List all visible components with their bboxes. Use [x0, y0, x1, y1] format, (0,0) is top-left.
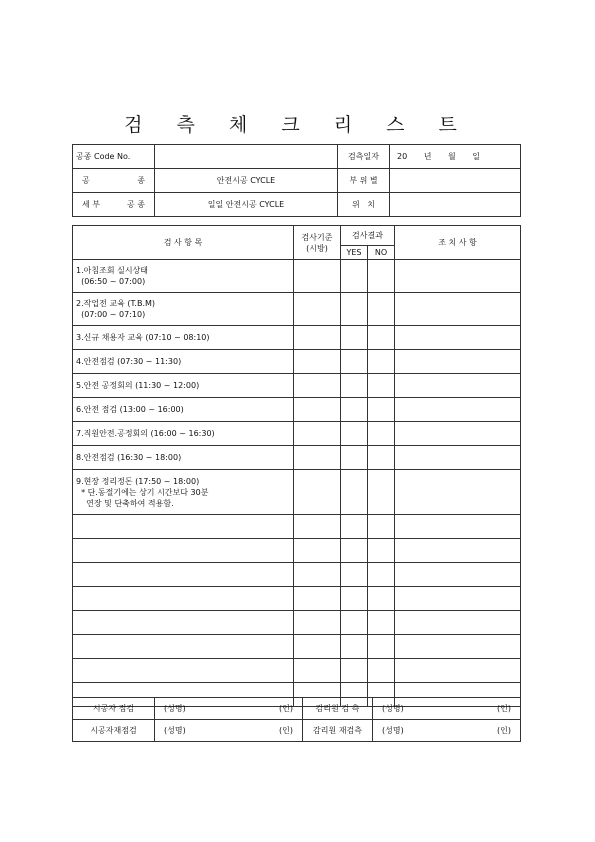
no-cell[interactable]	[368, 446, 395, 470]
header-table	[72, 144, 521, 217]
standard-cell[interactable]	[294, 611, 341, 635]
process-code-field[interactable]	[155, 145, 338, 169]
table-row	[73, 326, 521, 350]
detail-process-field[interactable]: 일일 안전시공 CYCLE	[155, 193, 338, 217]
standard-cell[interactable]	[294, 350, 341, 374]
supervisor-check-label: 감리원 검 측	[303, 698, 373, 720]
item-cell: 3.신규 채용자 교육 (07:10 ~ 08:10)	[73, 326, 294, 350]
col-header-no: NO	[368, 246, 395, 260]
col-header-item: 검 사 항 목	[73, 226, 294, 260]
table-row	[73, 659, 521, 683]
no-cell[interactable]	[368, 374, 395, 398]
col-header-result: 검사결과	[341, 226, 395, 246]
item-cell: 8.안전점검 (16:30 ~ 18:00)	[73, 446, 294, 470]
detail-process-label: 세 부 공 종	[73, 193, 155, 217]
no-cell[interactable]	[368, 326, 395, 350]
section-field[interactable]	[390, 169, 521, 193]
yes-cell[interactable]	[341, 563, 368, 587]
contractor-check-sign[interactable]: (성명) (인)	[155, 698, 303, 720]
item-cell	[73, 635, 294, 659]
table-row	[73, 563, 521, 587]
inspection-date-label: 검측일자	[338, 145, 390, 169]
no-cell[interactable]	[368, 422, 395, 446]
item-cell	[73, 563, 294, 587]
yes-cell[interactable]	[341, 611, 368, 635]
action-cell[interactable]	[395, 539, 521, 563]
no-cell[interactable]	[368, 539, 395, 563]
no-cell[interactable]	[368, 563, 395, 587]
process-label: 공 종	[73, 169, 155, 193]
no-cell[interactable]	[368, 611, 395, 635]
standard-cell[interactable]	[294, 659, 341, 683]
table-row	[73, 293, 521, 326]
action-cell[interactable]	[395, 374, 521, 398]
no-cell[interactable]	[368, 470, 395, 515]
table-row	[73, 374, 521, 398]
table-row	[73, 260, 521, 293]
location-label: 위 치	[338, 193, 390, 217]
action-cell[interactable]	[395, 515, 521, 539]
yes-cell[interactable]	[341, 515, 368, 539]
table-row	[73, 398, 521, 422]
action-cell[interactable]	[395, 350, 521, 374]
item-cell: 6.안전 점검 (13:00 ~ 16:00)	[73, 398, 294, 422]
standard-cell[interactable]	[294, 446, 341, 470]
contractor-confirm-label: 시공자재점검	[73, 720, 155, 742]
col-header-yes: YES	[341, 246, 368, 260]
col-header-action: 조 치 사 항	[395, 226, 521, 260]
action-cell[interactable]	[395, 659, 521, 683]
no-cell[interactable]	[368, 293, 395, 326]
standard-cell[interactable]	[294, 422, 341, 446]
supervisor-check-sign[interactable]: (성명) (인)	[373, 698, 521, 720]
table-row	[73, 539, 521, 563]
action-cell[interactable]	[395, 635, 521, 659]
item-cell: 9.현장 정리정돈 (17:50 ~ 18:00) * 단.동절기에는 상기 시간보다 30분 연장 및 단축하여 적용함.	[73, 470, 294, 515]
item-cell	[73, 539, 294, 563]
item-cell: 7.직원안전.공정회의 (16:00 ~ 16:30)	[73, 422, 294, 446]
table-row	[73, 350, 521, 374]
yes-cell[interactable]	[341, 587, 368, 611]
supervisor-recheck-sign[interactable]: (성명) (인)	[373, 720, 521, 742]
signature-table	[72, 697, 521, 742]
contractor-confirm-sign[interactable]: (성명) (인)	[155, 720, 303, 742]
no-cell[interactable]	[368, 587, 395, 611]
table-row	[73, 635, 521, 659]
item-cell: 5.안전 공정회의 (11:30 ~ 12:00)	[73, 374, 294, 398]
action-cell[interactable]	[395, 293, 521, 326]
process-code-label: 공종 Code No.	[73, 145, 155, 169]
action-cell[interactable]	[395, 422, 521, 446]
action-cell[interactable]	[395, 326, 521, 350]
item-cell	[73, 611, 294, 635]
standard-cell[interactable]	[294, 326, 341, 350]
yes-cell[interactable]	[341, 326, 368, 350]
standard-cell[interactable]	[294, 374, 341, 398]
action-cell[interactable]	[395, 470, 521, 515]
action-cell[interactable]	[395, 611, 521, 635]
standard-cell[interactable]	[294, 470, 341, 515]
standard-cell[interactable]	[294, 635, 341, 659]
table-row	[73, 611, 521, 635]
standard-cell[interactable]	[294, 398, 341, 422]
page-title: 검 측 체 크 리 스 트	[124, 114, 471, 136]
no-cell[interactable]	[368, 350, 395, 374]
no-cell[interactable]	[368, 260, 395, 293]
yes-cell[interactable]	[341, 398, 368, 422]
process-field[interactable]: 안전시공 CYCLE	[155, 169, 338, 193]
item-cell: 2.작업전 교육 (T.B.M) (07:00 ~ 07:10)	[73, 293, 294, 326]
action-cell[interactable]	[395, 260, 521, 293]
checklist-table	[72, 225, 521, 707]
standard-cell[interactable]	[294, 539, 341, 563]
action-cell[interactable]	[395, 587, 521, 611]
yes-cell[interactable]	[341, 539, 368, 563]
yes-cell[interactable]	[341, 659, 368, 683]
standard-cell[interactable]	[294, 293, 341, 326]
table-row	[73, 587, 521, 611]
yes-cell[interactable]	[341, 635, 368, 659]
location-field[interactable]	[390, 193, 521, 217]
item-cell	[73, 515, 294, 539]
no-cell[interactable]	[368, 635, 395, 659]
item-cell	[73, 587, 294, 611]
standard-cell[interactable]	[294, 515, 341, 539]
standard-cell[interactable]	[294, 563, 341, 587]
contractor-check-label: 시공자 점검	[73, 698, 155, 720]
item-cell: 1.아침조회 실시상태 (06:50 ~ 07:00)	[73, 260, 294, 293]
action-cell[interactable]	[395, 563, 521, 587]
item-cell	[73, 659, 294, 683]
standard-cell[interactable]	[294, 260, 341, 293]
no-cell[interactable]	[368, 515, 395, 539]
action-cell[interactable]	[395, 398, 521, 422]
yes-cell[interactable]	[341, 350, 368, 374]
yes-cell[interactable]	[341, 470, 368, 515]
yes-cell[interactable]	[341, 293, 368, 326]
inspection-date-field[interactable]: 20 년 월 일	[390, 145, 521, 169]
table-row	[73, 446, 521, 470]
yes-cell[interactable]	[341, 422, 368, 446]
no-cell[interactable]	[368, 398, 395, 422]
table-row	[73, 422, 521, 446]
section-label: 부 위 별	[338, 169, 390, 193]
supervisor-recheck-label: 감리원 재검측	[303, 720, 373, 742]
col-header-standard: 검사기준 (시방)	[294, 226, 341, 260]
table-row	[73, 470, 521, 515]
yes-cell[interactable]	[341, 446, 368, 470]
standard-cell[interactable]	[294, 587, 341, 611]
yes-cell[interactable]	[341, 260, 368, 293]
no-cell[interactable]	[368, 659, 395, 683]
item-cell: 4.안전점검 (07:30 ~ 11:30)	[73, 350, 294, 374]
action-cell[interactable]	[395, 446, 521, 470]
table-row	[73, 515, 521, 539]
yes-cell[interactable]	[341, 374, 368, 398]
